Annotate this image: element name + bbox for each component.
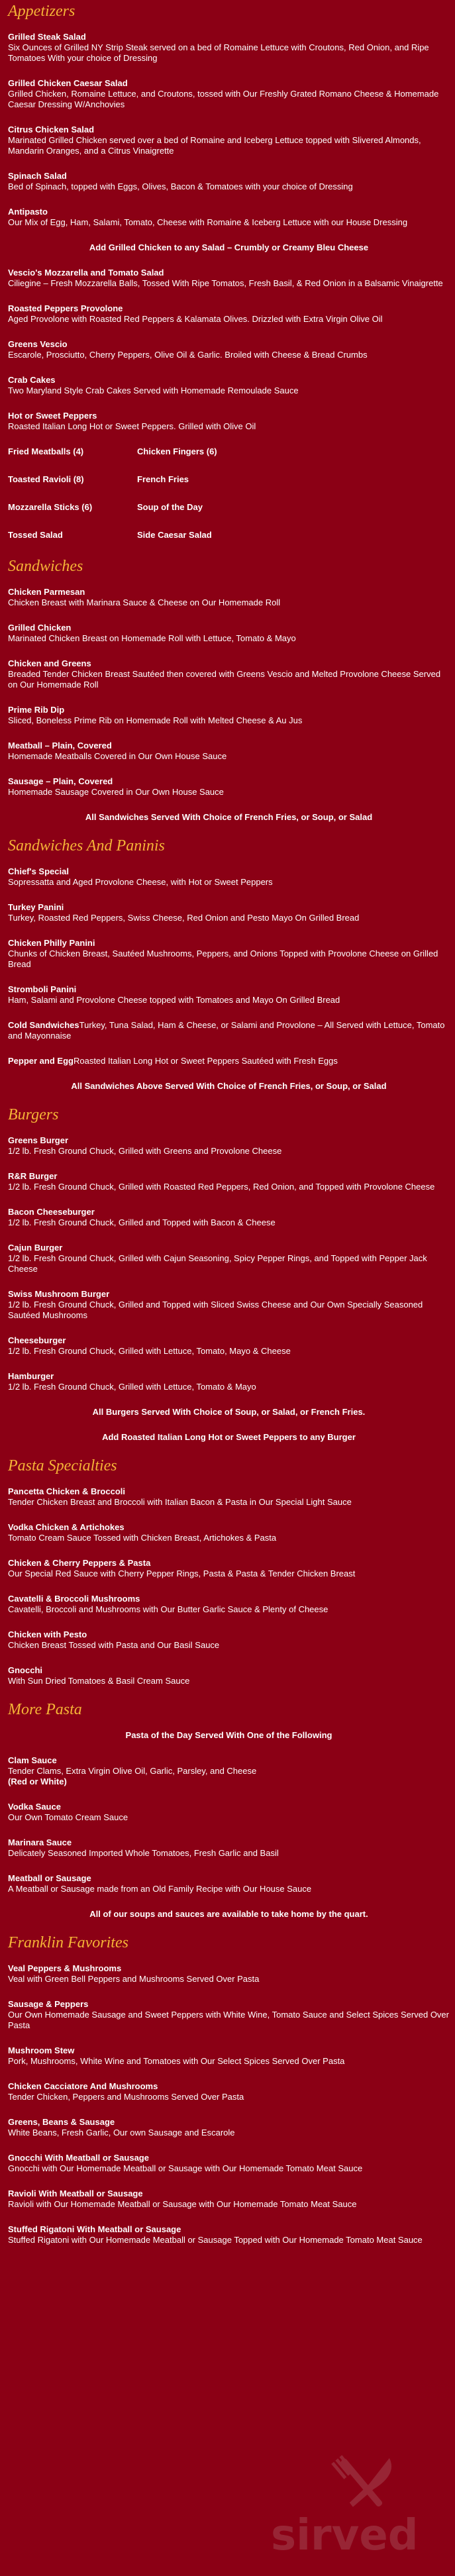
- item-description: Sliced, Boneless Prime Rib on Homemade Roll with Melted Cheese & Au Jus: [8, 715, 303, 725]
- menu-item: [8, 32, 450, 64]
- item-name: Pancetta Chicken & Broccoli: [8, 1486, 125, 1496]
- menu-item: [8, 984, 450, 1005]
- section-title: Sandwiches: [8, 558, 83, 575]
- item-name: Greens Vescio: [8, 339, 68, 349]
- item-name: Cold Sandwiches: [8, 1020, 79, 1030]
- item-description: Pork, Mushrooms, White Wine and Tomatoes with Our Select Spices Served Over Pasta: [8, 2056, 345, 2066]
- item-name: Citrus Chicken Salad: [8, 125, 95, 134]
- section-title: Franklin Favorites: [8, 1934, 128, 1951]
- item-description: Escarole, Prosciutto, Cherry Peppers, Olive Oil & Garlic. Broiled with Cheese & Bread Crumbs: [8, 350, 368, 360]
- item-name: Vodka Chicken & Artichokes: [8, 1522, 125, 1532]
- item-description: Tender Clams, Extra Virgin Olive Oil, Garlic, Parsley, and Cheese: [8, 1766, 257, 1776]
- item-description: 1/2 lb. Fresh Ground Chuck, Grilled with Greens and Provolone Cheese: [8, 1146, 282, 1156]
- item-description: 1/2 lb. Fresh Ground Chuck, Grilled with Roasted Red Peppers, Red Onion, and Topped with Provolone Cheese: [8, 1182, 435, 1192]
- item-name: Chicken with Pesto: [8, 1629, 87, 1639]
- item-description: Our Special Red Sauce with Cherry Pepper Rings, Pasta & Pasta & Tender Chicken Breast: [8, 1569, 356, 1578]
- menu-section-franklin-favorites: [8, 1934, 450, 2245]
- item-description: Grilled Chicken, Romaine Lettuce, and Croutons, tossed with Our Freshly Grated Romano Cheese & Homemade Caesar Dressing W/Anchovies: [8, 89, 439, 109]
- item-name: Pepper and Egg: [8, 1056, 74, 1066]
- section-title: Pasta Specialties: [8, 1457, 117, 1474]
- item-description: Marinated Grilled Chicken served over a bed of Romaine and Iceberg Lettuce topped with Slivered Almonds, Mandarin Oranges, and a Citrus Vinaigrette: [8, 135, 421, 156]
- item-name: Chicken & Cherry Peppers & Pasta: [8, 1558, 151, 1568]
- menu-item: [8, 866, 450, 888]
- menu-item: [8, 1371, 450, 1392]
- item-name: Ravioli With Meatball or Sausage: [8, 2189, 143, 2198]
- menu-item: [8, 1837, 450, 1859]
- item-name: R&R Burger: [8, 1171, 58, 1181]
- sirved-watermark: [225, 2446, 443, 2559]
- item-name: Grilled Chicken: [8, 623, 72, 633]
- menu-item: [8, 587, 450, 608]
- item-name: Grilled Chicken Caesar Salad: [8, 78, 128, 88]
- side-item: Toasted Ravioli (8): [8, 474, 84, 484]
- item-description: 1/2 lb. Fresh Ground Chuck, Grilled and Topped with Bacon & Cheese: [8, 1217, 276, 1227]
- menu-note: All Burgers Served With Choice of Soup, or Salad, or French Fries.: [92, 1407, 366, 1417]
- menu-note: All Sandwiches Served With Choice of French Fries, or Soup, or Salad: [85, 812, 373, 822]
- item-description: Our Own Tomato Cream Sauce: [8, 1812, 128, 1822]
- menu-item: [8, 171, 450, 192]
- menu-item: [8, 1963, 450, 1984]
- item-name: Cajun Burger: [8, 1243, 63, 1253]
- menu-section-pasta-specialties: [8, 1457, 450, 1686]
- item-name: Hot or Sweet Peppers: [8, 411, 97, 421]
- item-name: Clam Sauce: [8, 1755, 57, 1765]
- menu-note: Pasta of the Day Served With One of the Following: [125, 1730, 332, 1740]
- item-description: Ravioli with Our Homemade Meatball or Sausage with Our Homemade Tomato Meat Sauce: [8, 2199, 357, 2209]
- item-name: Gnocchi With Meatball or Sausage: [8, 2153, 149, 2163]
- item-description: Ciliegine – Fresh Mozzarella Balls, Tossed With Ripe Tomatos, Fresh Basil, & Red Onion in a Balsamic Vinaigrette: [8, 278, 443, 288]
- item-description: Bed of Spinach, topped with Eggs, Olives, Bacon & Tomatoes with your choice of Dressing: [8, 181, 353, 191]
- item-description: Chunks of Chicken Breast, Sautéed Mushrooms, Peppers, and Onions Topped with Provolone Cheese on Grilled Bread: [8, 949, 438, 969]
- section-title: Sandwiches And Paninis: [8, 837, 165, 854]
- menu-item: [8, 623, 450, 644]
- menu-item: [8, 1056, 450, 1066]
- item-name: Marinara Sauce: [8, 1837, 72, 1847]
- menu-section-more-pasta: [8, 1701, 450, 1920]
- menu-item: [8, 658, 450, 690]
- item-description: 1/2 lb. Fresh Ground Chuck, Grilled with Cajun Seasoning, Spicy Pepper Rings, and Topped with Pepper Jack Cheese: [8, 1253, 427, 1274]
- item-description: Roasted Italian Long Hot or Sweet Peppers. Grilled with Olive Oil: [8, 421, 256, 431]
- item-description: Six Ounces of Grilled NY Strip Steak served on a bed of Romaine Lettuce with Croutons, Red Onion, and Ripe Tomatoes With your choice of Dressing: [8, 42, 429, 63]
- item-name: Bacon Cheeseburger: [8, 1207, 95, 1217]
- item-name: Grilled Steak Salad: [8, 32, 86, 42]
- menu-note: Add Roasted Italian Long Hot or Sweet Peppers to any Burger: [102, 1432, 356, 1442]
- side-items-row: [8, 474, 450, 485]
- item-name: Sausage – Plain, Covered: [8, 776, 113, 786]
- side-items-grid: [8, 446, 450, 541]
- item-description: Homemade Meatballs Covered in Our Own House Sauce: [8, 751, 227, 761]
- item-name: Roasted Peppers Provolone: [8, 303, 123, 313]
- item-name: Cheeseburger: [8, 1335, 66, 1345]
- item-name: Antipasto: [8, 207, 48, 217]
- item-option: (Red or White): [8, 1777, 67, 1786]
- side-item: Soup of the Day: [137, 502, 203, 512]
- menu-section-sandwiches: [8, 558, 450, 823]
- menu-item: [8, 1755, 450, 1787]
- menu-item: [8, 2224, 450, 2245]
- menu-item: [8, 1135, 450, 1157]
- menu-note: Add Grilled Chicken to any Salad – Crumbly or Creamy Bleu Cheese: [89, 242, 369, 252]
- menu-item: [8, 2081, 450, 2102]
- item-name: Chicken Philly Panini: [8, 938, 95, 948]
- item-name: Meatball – Plain, Covered: [8, 741, 112, 750]
- side-item: French Fries: [137, 474, 189, 484]
- menu-section-sandwiches-and-paninis: [8, 837, 450, 1092]
- item-description: Chicken Breast Tossed with Pasta and Our Basil Sauce: [8, 1640, 220, 1650]
- item-description: With Sun Dried Tomatoes & Basil Cream Sauce: [8, 1676, 190, 1686]
- menu-item: [8, 1999, 450, 2031]
- side-item: Chicken Fingers (6): [137, 446, 217, 456]
- item-name: Vodka Sauce: [8, 1802, 61, 1812]
- item-name: Stuffed Rigatoni With Meatball or Sausage: [8, 2224, 181, 2234]
- watermark-text: sirved: [271, 2511, 419, 2560]
- item-description: Aged Provolone with Roasted Red Peppers & Kalamata Olives. Drizzled with Extra Virgin Olive Oil: [8, 314, 383, 324]
- item-description: Sopressatta and Aged Provolone Cheese, with Hot or Sweet Peppers: [8, 877, 273, 887]
- item-description: Veal with Green Bell Peppers and Mushrooms Served Over Pasta: [8, 1974, 260, 1984]
- menu-item: [8, 411, 450, 432]
- item-name: Chicken and Greens: [8, 658, 91, 668]
- item-name: Stromboli Panini: [8, 984, 77, 994]
- item-description: Marinated Chicken Breast on Homemade Roll with Lettuce, Tomato & Mayo: [8, 633, 296, 643]
- section-title: Burgers: [8, 1106, 59, 1123]
- item-description: Roasted Italian Long Hot or Sweet Peppers Sautéed with Fresh Eggs: [73, 1056, 338, 1066]
- item-description: Tender Chicken Breast and Broccoli with Italian Bacon & Pasta in Our Special Light Sauce: [8, 1497, 352, 1507]
- side-items-row: [8, 446, 450, 457]
- item-name: Meatball or Sausage: [8, 1873, 91, 1883]
- item-description: Turkey, Roasted Red Peppers, Swiss Cheese, Red Onion and Pesto Mayo On Grilled Bread: [8, 913, 360, 923]
- item-name: Vescio's Mozzarella and Tomato Salad: [8, 268, 164, 278]
- item-name: Swiss Mushroom Burger: [8, 1289, 110, 1299]
- menu-item: [8, 1629, 450, 1651]
- item-description: 1/2 lb. Fresh Ground Chuck, Grilled and Topped with Sliced Swiss Cheese and Our Own Specially Seasoned Sautéed Mushrooms: [8, 1300, 423, 1320]
- item-description: Gnocchi with Our Homemade Meatball or Sausage with Our Homemade Tomato Meat Sauce: [8, 2163, 363, 2173]
- item-description: Homemade Sausage Covered in Our Own House Sauce: [8, 787, 224, 797]
- fork-knife-icon: [324, 2446, 403, 2519]
- item-name: Chicken Parmesan: [8, 587, 85, 597]
- side-item: Side Caesar Salad: [137, 530, 212, 540]
- item-name: Mushroom Stew: [8, 2045, 75, 2055]
- menu-item: [8, 2189, 450, 2210]
- menu-item: [8, 207, 450, 228]
- item-description: Chicken Breast with Marinara Sauce & Cheese on Our Homemade Roll: [8, 597, 281, 607]
- item-description: 1/2 lb. Fresh Ground Chuck, Grilled with Lettuce, Tomato & Mayo: [8, 1382, 256, 1392]
- menu-item: [8, 1207, 450, 1228]
- item-name: Chicken Cacciatore And Mushrooms: [8, 2081, 158, 2091]
- item-name: Greens, Beans & Sausage: [8, 2117, 115, 2127]
- menu-item: [8, 2045, 450, 2067]
- menu-item: [8, 78, 450, 110]
- menu-item: [8, 1522, 450, 1543]
- side-item: Tossed Salad: [8, 530, 63, 540]
- section-title: Appetizers: [8, 3, 76, 20]
- item-description: Tomato Cream Sauce Tossed with Chicken Breast, Artichokes & Pasta: [8, 1533, 277, 1543]
- item-description: A Meatball or Sausage made from an Old Family Recipe with Our House Sauce: [8, 1884, 312, 1894]
- menu-item: [8, 1243, 450, 1274]
- item-name: Cavatelli & Broccoli Mushrooms: [8, 1594, 140, 1604]
- item-name: Spinach Salad: [8, 171, 67, 181]
- menu-item: [8, 1665, 450, 1686]
- item-description: Two Maryland Style Crab Cakes Served with Homemade Remoulade Sauce: [8, 386, 299, 395]
- menu-section-appetizers: [8, 3, 450, 541]
- menu-item: [8, 741, 450, 762]
- item-description: Stuffed Rigatoni with Our Homemade Meatball or Sausage Topped with Our Homemade Tomato Meat Sauce: [8, 2235, 423, 2245]
- item-description: White Beans, Fresh Garlic, Our own Sausage and Escarole: [8, 2128, 235, 2138]
- menu-item: [8, 268, 450, 289]
- item-description: Delicately Seasoned Imported Whole Tomatoes, Fresh Garlic and Basil: [8, 1848, 279, 1858]
- item-name: Prime Rib Dip: [8, 705, 65, 715]
- item-description: Our Mix of Egg, Ham, Salami, Tomato, Cheese with Romaine & Iceberg Lettuce with our House Dressing: [8, 217, 408, 227]
- menu-item: [8, 339, 450, 360]
- item-name: Chief's Special: [8, 866, 69, 876]
- menu-item: [8, 2117, 450, 2138]
- side-items-row: [8, 530, 450, 541]
- item-description: Cavatelli, Broccoli and Mushrooms with Our Butter Garlic Sauce & Plenty of Cheese: [8, 1604, 329, 1614]
- side-items-row: [8, 502, 450, 513]
- menu-item: [8, 776, 450, 798]
- item-name: Crab Cakes: [8, 375, 56, 385]
- menu-item: [8, 1171, 450, 1192]
- menu-item: [8, 2153, 450, 2174]
- menu-item: [8, 1558, 450, 1579]
- side-item: Fried Meatballs (4): [8, 446, 84, 456]
- item-description: 1/2 lb. Fresh Ground Chuck, Grilled with Lettuce, Tomato, Mayo & Cheese: [8, 1346, 291, 1356]
- menu-item: [8, 1802, 450, 1823]
- item-description: Breaded Tender Chicken Breast Sautéed then covered with Greens Vescio and Melted Provolone Cheese Served on Our Homemade Roll: [8, 669, 441, 690]
- item-name: Sausage & Peppers: [8, 1999, 89, 2009]
- item-name: Turkey Panini: [8, 902, 64, 912]
- menu-item: [8, 1335, 450, 1357]
- menu-item: [8, 1486, 450, 1508]
- item-description: Tender Chicken, Peppers and Mushrooms Served Over Pasta: [8, 2092, 244, 2102]
- menu-item: [8, 1020, 450, 1041]
- menu-item: [8, 705, 450, 726]
- item-description: Our Own Homemade Sausage and Sweet Peppers with White Wine, Tomato Sauce and Select Spices Served Over Pasta: [8, 2010, 449, 2030]
- menu-note: All of our soups and sauces are available to take home by the quart.: [89, 1909, 368, 1919]
- side-item: Mozzarella Sticks (6): [8, 502, 93, 512]
- menu-item: [8, 938, 450, 970]
- menu-item: [8, 375, 450, 396]
- item-name: Greens Burger: [8, 1135, 69, 1145]
- item-name: Veal Peppers & Mushrooms: [8, 1963, 122, 1973]
- menu-item: [8, 303, 450, 325]
- menu-item: [8, 1594, 450, 1615]
- item-name: Hamburger: [8, 1371, 54, 1381]
- menu-note: All Sandwiches Above Served With Choice of French Fries, or Soup, or Salad: [71, 1081, 387, 1091]
- item-name: Gnocchi: [8, 1665, 43, 1675]
- menu-item: [8, 1873, 450, 1894]
- menu-item: [8, 902, 450, 923]
- menu-item: [8, 1289, 450, 1321]
- item-description: Ham, Salami and Provolone Cheese topped with Tomatoes and Mayo On Grilled Bread: [8, 995, 340, 1005]
- item-description: Turkey, Tuna Salad, Ham & Cheese, or Salami and Provolone – All Served with Lettuce, Tomato and Mayonnaise: [8, 1020, 445, 1041]
- section-title: More Pasta: [8, 1701, 82, 1718]
- menu-item: [8, 125, 450, 156]
- menu-section-burgers: [8, 1106, 450, 1443]
